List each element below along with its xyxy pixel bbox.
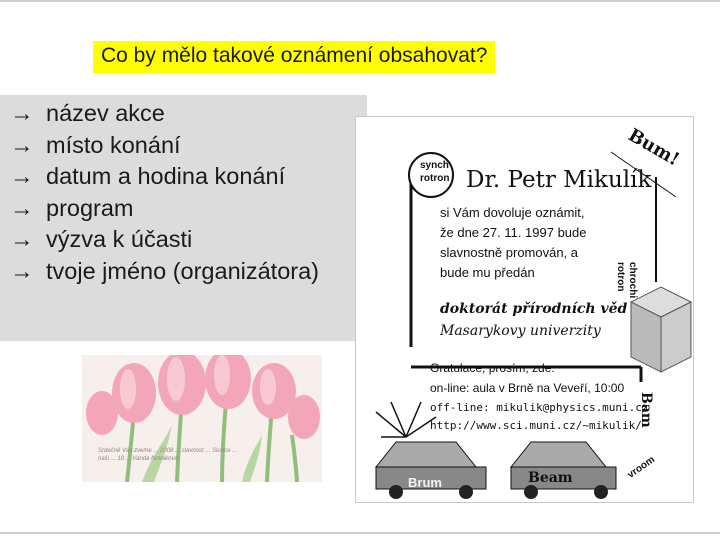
announcement-poster (355, 116, 694, 503)
frame-line-top (0, 0, 720, 2)
list-item (10, 193, 319, 225)
tulips-caption: Srdečně Vás zveme ... 2008 ... slavnost ... Slunce ... naši ... 10 ... Vanda Nováková (98, 448, 238, 462)
poster-body-line: si Vám dovoluje oznámit, (440, 205, 585, 220)
arrow-icon: → (10, 163, 34, 190)
list-item-text: místo konání (46, 131, 181, 158)
arrow-icon: → (10, 257, 34, 284)
tulips-image (82, 355, 322, 482)
slide-title: Co by mělo takové oznámení obsahovat? (101, 44, 488, 67)
car-left-shape (376, 442, 486, 499)
poster-body-line: že dne 27. 11. 1997 bude (440, 225, 587, 240)
offline-line: off-line: mikulik@physics.muni.cz (430, 401, 649, 414)
list-item (10, 224, 319, 256)
greeting-line: Gratulace, prosím, zde: (430, 361, 555, 375)
online-line: on-line: aula v Brně na Veveří, 10:00 (430, 381, 625, 395)
list-item-text: tvoje jméno (organizátora) (46, 257, 319, 284)
arrow-icon: → (10, 131, 34, 158)
bam-label: Bam (638, 392, 654, 428)
list-item-text: název akce (46, 100, 165, 126)
bullet-list (10, 98, 319, 288)
synchrotron-label-bottom: rotron (420, 173, 450, 184)
arrow-icon: → (10, 100, 34, 126)
side-label-1: chrochi (627, 262, 638, 299)
list-item-text: datum a hodina konání (46, 163, 286, 190)
list-item-text: program (46, 194, 134, 221)
url-line: http://www.sci.muni.cz/~mikulik/ (430, 419, 642, 432)
bum-label: Bum! (624, 124, 683, 171)
list-item-text: výzva k účasti (46, 226, 193, 253)
degree-line: doktorát přírodních věd (440, 301, 628, 317)
brum-label: Brum (408, 475, 442, 490)
degree-line: Masarykovy univerzity (440, 323, 601, 339)
list-item (10, 130, 319, 162)
list-item (10, 161, 319, 193)
poster-body-line: bude mu předán (440, 265, 535, 280)
list-item (10, 256, 319, 288)
vroom-label: vroom (625, 454, 657, 481)
synchrotron-label-top: synch (420, 160, 449, 171)
frame-line-bottom (0, 532, 720, 534)
arrow-icon: → (10, 226, 34, 253)
beam-label: Beam (528, 470, 573, 486)
poster-body-line: slavnostně promován, a (440, 245, 579, 260)
poster-name: Dr. Petr Mikulík (466, 167, 652, 193)
list-item (10, 98, 319, 130)
arrow-icon: → (10, 194, 34, 221)
side-label-2: rotron (615, 262, 626, 292)
